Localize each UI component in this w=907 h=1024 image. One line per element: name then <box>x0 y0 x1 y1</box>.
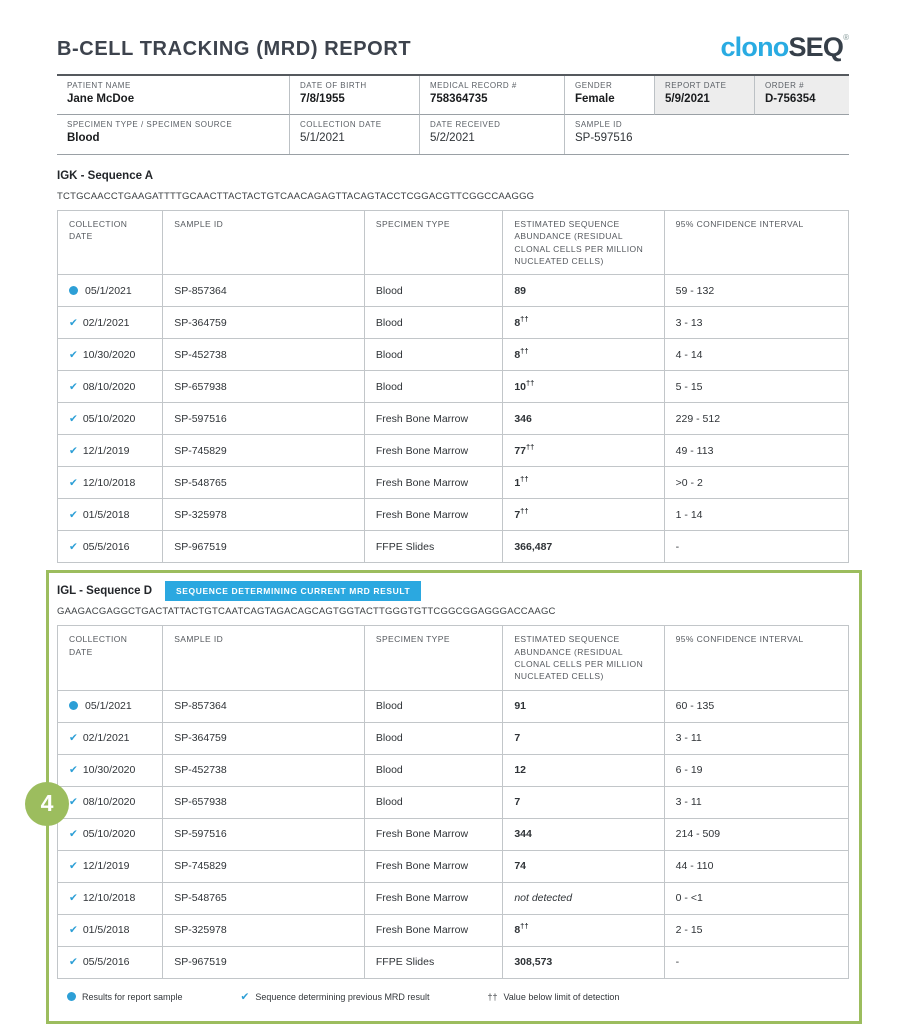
abundance-cell <box>503 946 664 978</box>
medical-record-cell <box>420 76 565 115</box>
table-row <box>58 882 849 914</box>
mrd-result-badge: SEQUENCE DETERMINING CURRENT MRD RESULT <box>165 581 421 601</box>
specimen-type-cell: Fresh Bone Marrow <box>364 435 502 467</box>
col-header-abundance: ESTIMATED SEQUENCE ABUNDANCE (RESIDUAL CLONAL CELLS PER MILLION NUCLEATED CELLS) <box>503 626 664 690</box>
collection-date-text: 12/10/2018 <box>82 892 136 904</box>
table-row <box>58 722 849 754</box>
col-header-specimen-type: SPECIMEN TYPE <box>364 211 502 275</box>
abundance-cell <box>503 339 664 371</box>
legend-text: Value below limit of detection <box>503 991 620 1002</box>
table-row <box>58 403 849 435</box>
abundance-cell <box>503 786 664 818</box>
gender-value: Female <box>575 93 615 105</box>
abundance-cell <box>503 403 664 435</box>
double-dagger-icon: †† <box>520 314 529 324</box>
confidence-interval-cell: 3 - 11 <box>664 786 848 818</box>
logo-part-seq: SEQ <box>788 32 844 62</box>
order-number-cell <box>755 76 849 115</box>
table-row <box>58 467 849 499</box>
sample-id-cell: SP-325978 <box>163 499 365 531</box>
specimen-type-value: Blood <box>67 132 100 144</box>
confidence-interval-cell: 229 - 512 <box>664 403 848 435</box>
confidence-interval-cell: 6 - 19 <box>664 754 848 786</box>
collection-date-value: 5/1/2021 <box>300 132 345 144</box>
legend-item-previous-result <box>241 991 430 1003</box>
previous-result-check-icon: ✔ <box>69 796 78 808</box>
collection-date-text: 05/1/2021 <box>85 700 132 712</box>
collection-date-text: 10/30/2020 <box>82 764 136 776</box>
abundance-value: 308,573 <box>514 956 553 968</box>
specimen-type-cell: Blood <box>364 722 502 754</box>
section-title-row <box>57 166 849 186</box>
abundance-cell <box>503 275 664 307</box>
previous-result-check-icon: ✔ <box>69 444 78 457</box>
collection-date-text: 02/1/2021 <box>82 316 130 329</box>
confidence-interval-cell: 60 - 135 <box>664 690 848 722</box>
date-of-birth-cell <box>290 76 420 115</box>
table-row <box>58 786 849 818</box>
legend-item-below-limit <box>487 992 619 1002</box>
col-header-sample-id: SAMPLE ID <box>163 626 365 690</box>
page-title: B-CELL TRACKING (MRD) REPORT <box>57 38 412 60</box>
sample-id-cell: SP-548765 <box>163 467 365 499</box>
collection-date-text: 05/5/2016 <box>82 540 130 553</box>
confidence-interval-cell: 3 - 13 <box>664 307 848 339</box>
confidence-interval-cell: - <box>664 946 848 978</box>
double-dagger-icon: †† <box>526 442 535 452</box>
previous-result-check-icon: ✔ <box>69 764 78 776</box>
specimen-type-cell: Blood <box>364 371 502 403</box>
specimen-type-cell: FFPE Slides <box>364 531 502 563</box>
table-row <box>58 946 849 978</box>
previous-result-check-icon: ✔ <box>69 380 78 393</box>
abundance-value: 7 <box>514 796 521 808</box>
previous-result-check-icon: ✔ <box>69 508 78 521</box>
collection-date-text: 10/30/2020 <box>82 348 136 361</box>
collection-date-text: 12/10/2018 <box>82 476 136 489</box>
previous-result-check-icon: ✔ <box>69 892 78 904</box>
patient-name-value: Jane McDoe <box>67 93 135 105</box>
abundance-value: 8 <box>514 924 521 936</box>
abundance-value: 12 <box>514 764 526 776</box>
previous-result-check-icon: ✔ <box>69 540 78 553</box>
table-header <box>58 211 849 275</box>
col-header-confidence-interval: 95% CONFIDENCE INTERVAL <box>664 626 848 690</box>
abundance-value: 77 <box>514 444 526 457</box>
collection-date-text: 05/1/2021 <box>85 284 132 297</box>
collection-date-cell <box>290 115 420 154</box>
sample-id-cell: SP-657938 <box>163 786 365 818</box>
table-row <box>58 339 849 371</box>
collection-date-cell <box>58 914 163 946</box>
section-igk-sequence-a <box>57 166 849 563</box>
table-body <box>58 690 849 978</box>
collection-date-cell <box>58 690 163 722</box>
collection-date-text: 08/10/2020 <box>82 796 136 808</box>
abundance-cell <box>503 531 664 563</box>
collection-date-cell <box>58 499 163 531</box>
sample-id-cell: SP-452738 <box>163 754 365 786</box>
sample-id-cell: SP-857364 <box>163 275 365 307</box>
sample-id-cell: SP-967519 <box>163 946 365 978</box>
collection-date-cell <box>58 275 163 307</box>
col-header-collection-date: COLLECTION DATE <box>58 626 163 690</box>
collection-date-label: COLLECTION DATE <box>300 120 382 129</box>
abundance-cell <box>503 850 664 882</box>
previous-result-check-icon: ✔ <box>69 956 78 968</box>
abundance-cell <box>503 754 664 786</box>
collection-date-cell <box>58 467 163 499</box>
collection-date-cell <box>58 722 163 754</box>
collection-date-text: 08/10/2020 <box>82 380 136 393</box>
confidence-interval-cell: 59 - 132 <box>664 275 848 307</box>
collection-date-cell <box>58 754 163 786</box>
collection-date-cell <box>58 371 163 403</box>
section-igl-sequence-d <box>57 581 849 978</box>
collection-date-cell <box>58 786 163 818</box>
table-row <box>58 818 849 850</box>
confidence-interval-cell: 214 - 509 <box>664 818 848 850</box>
abundance-cell <box>503 435 664 467</box>
collection-date-text: 01/5/2018 <box>82 924 130 936</box>
specimen-type-cell <box>57 115 290 154</box>
table-row <box>58 371 849 403</box>
previous-result-check-icon: ✔ <box>69 860 78 872</box>
abundance-value: 7 <box>514 508 521 521</box>
abundance-value: 89 <box>514 284 526 297</box>
sample-id-cell: SP-745829 <box>163 850 365 882</box>
abundance-value: 8 <box>514 348 521 361</box>
sample-id-cell: SP-657938 <box>163 371 365 403</box>
patient-info-table <box>57 74 849 155</box>
collection-date-cell <box>58 850 163 882</box>
col-header-confidence-interval: 95% CONFIDENCE INTERVAL <box>664 211 848 275</box>
legend <box>67 991 849 1003</box>
abundance-cell <box>503 467 664 499</box>
abundance-value: 10 <box>514 380 526 393</box>
abundance-cell <box>503 499 664 531</box>
collection-date-text: 05/10/2020 <box>82 412 136 425</box>
table-row <box>58 914 849 946</box>
sample-id-cell: SP-967519 <box>163 531 365 563</box>
double-dagger-icon: †† <box>520 474 529 484</box>
collection-date-text: 01/5/2018 <box>82 508 130 521</box>
previous-result-check-icon: ✔ <box>69 316 78 329</box>
report-date-value: 5/9/2021 <box>665 93 710 105</box>
mrd-results-table-igk <box>57 210 849 563</box>
abundance-cell <box>503 882 664 914</box>
specimen-type-cell: Fresh Bone Marrow <box>364 818 502 850</box>
sample-id-cell <box>565 115 849 154</box>
patient-name-cell <box>57 76 290 115</box>
registered-mark: ® <box>843 33 849 42</box>
table-row <box>58 754 849 786</box>
collection-date-cell <box>58 531 163 563</box>
legend-text: Results for report sample <box>82 991 183 1002</box>
medical-record-value: 758364735 <box>430 93 488 105</box>
legend-text: Sequence determining previous MRD result <box>255 991 430 1002</box>
confidence-interval-cell: - <box>664 531 848 563</box>
double-dagger-icon: †† <box>520 921 529 931</box>
confidence-interval-cell: 3 - 11 <box>664 722 848 754</box>
logo-part-clono: clono <box>720 32 789 62</box>
date-received-label: DATE RECEIVED <box>430 120 501 129</box>
previous-result-check-icon: ✔ <box>69 348 78 361</box>
sample-id-cell: SP-364759 <box>163 722 365 754</box>
date-of-birth-label: DATE OF BIRTH <box>300 81 367 90</box>
specimen-type-label: SPECIMEN TYPE / SPECIMEN SOURCE <box>67 120 233 129</box>
collection-date-text: 05/10/2020 <box>82 828 136 840</box>
table-row <box>58 435 849 467</box>
dna-sequence: GAAGACGAGGCTGACTATTACTGTCAATCAGTAGACAGCAGTGGTACTTGGGTGTTCGGCGGAGGGACCAAGC <box>57 606 556 618</box>
gender-label: GENDER <box>575 81 613 90</box>
specimen-type-cell: Blood <box>364 275 502 307</box>
col-header-collection-date: COLLECTION DATE <box>58 211 163 275</box>
collection-date-cell <box>58 307 163 339</box>
table-header <box>58 626 849 690</box>
date-received-value: 5/2/2021 <box>430 132 475 144</box>
previous-result-check-icon: ✔ <box>69 476 78 489</box>
legend-item-report-sample <box>67 992 183 1002</box>
confidence-interval-cell: >0 - 2 <box>664 467 848 499</box>
previous-result-check-icon: ✔ <box>240 990 250 1003</box>
medical-record-label: MEDICAL RECORD # <box>430 81 517 90</box>
abundance-value: 1 <box>514 476 521 489</box>
table-row <box>58 690 849 722</box>
abundance-cell <box>503 690 664 722</box>
abundance-value: 344 <box>514 828 532 840</box>
collection-date-cell <box>58 882 163 914</box>
abundance-value: 7 <box>514 732 521 744</box>
sample-id-cell: SP-597516 <box>163 818 365 850</box>
col-header-sample-id: SAMPLE ID <box>163 211 365 275</box>
abundance-value: 91 <box>514 700 526 712</box>
collection-date-cell <box>58 435 163 467</box>
collection-date-text: 12/1/2019 <box>82 444 130 457</box>
sample-id-cell: SP-597516 <box>163 403 365 435</box>
previous-result-check-icon: ✔ <box>69 828 78 840</box>
double-dagger-icon: †† <box>526 378 535 388</box>
specimen-type-cell: Blood <box>364 754 502 786</box>
specimen-type-cell: Blood <box>364 339 502 371</box>
date-received-cell <box>420 115 565 154</box>
report-date-cell <box>655 76 755 115</box>
double-dagger-icon: †† <box>487 991 498 1002</box>
report-header <box>57 34 849 61</box>
table-row <box>58 307 849 339</box>
table-row <box>58 850 849 882</box>
collection-date-cell <box>58 403 163 435</box>
collection-date-cell <box>58 946 163 978</box>
col-header-specimen-type: SPECIMEN TYPE <box>364 626 502 690</box>
specimen-type-cell: Fresh Bone Marrow <box>364 499 502 531</box>
section-title: IGL - Sequence D <box>57 585 153 598</box>
confidence-interval-cell: 44 - 110 <box>664 850 848 882</box>
sample-id-value: SP-597516 <box>575 132 633 144</box>
section-title: IGK - Sequence A <box>57 170 154 182</box>
order-number-value: D-756354 <box>765 93 816 105</box>
confidence-interval-cell: 49 - 113 <box>664 435 848 467</box>
double-dagger-icon: †† <box>520 346 529 356</box>
previous-result-check-icon: ✔ <box>69 924 78 936</box>
mrd-results-table-igl <box>57 625 849 978</box>
abundance-value: 366,487 <box>514 540 553 553</box>
section-title-row <box>57 581 849 601</box>
abundance-value: 346 <box>514 412 532 425</box>
sample-id-cell: SP-364759 <box>163 307 365 339</box>
specimen-type-cell: FFPE Slides <box>364 946 502 978</box>
table-row <box>58 531 849 563</box>
table-body <box>58 275 849 563</box>
sample-id-cell: SP-325978 <box>163 914 365 946</box>
specimen-type-cell: Fresh Bone Marrow <box>364 914 502 946</box>
specimen-type-cell: Fresh Bone Marrow <box>364 882 502 914</box>
table-row <box>58 275 849 307</box>
clonoseq-logo <box>720 34 849 61</box>
report-date-label: REPORT DATE <box>665 81 727 90</box>
abundance-cell <box>503 722 664 754</box>
patient-name-label: PATIENT NAME <box>67 81 131 90</box>
collection-date-cell <box>58 339 163 371</box>
specimen-type-cell: Blood <box>364 307 502 339</box>
date-of-birth-value: 7/8/1955 <box>300 93 345 105</box>
sample-id-label: SAMPLE ID <box>575 120 623 129</box>
confidence-interval-cell: 4 - 14 <box>664 339 848 371</box>
double-dagger-icon: †† <box>520 506 529 516</box>
abundance-value: not detected <box>514 892 573 904</box>
abundance-cell <box>503 818 664 850</box>
specimen-type-cell: Fresh Bone Marrow <box>364 403 502 435</box>
collection-date-text: 02/1/2021 <box>82 732 130 744</box>
confidence-interval-cell: 5 - 15 <box>664 371 848 403</box>
gender-cell <box>565 76 655 115</box>
confidence-interval-cell: 2 - 15 <box>664 914 848 946</box>
report-sample-dot-icon <box>67 992 76 1001</box>
sample-id-cell: SP-452738 <box>163 339 365 371</box>
sample-id-cell: SP-548765 <box>163 882 365 914</box>
collection-date-text: 05/5/2016 <box>82 956 130 968</box>
annotation-number-badge: 4 <box>25 782 69 826</box>
abundance-value: 74 <box>514 860 526 872</box>
specimen-type-cell: Blood <box>364 786 502 818</box>
abundance-value: 8 <box>514 316 521 329</box>
table-row <box>58 499 849 531</box>
dna-sequence: TCTGCAACCTGAAGATTTTGCAACTTACTACTGTCAACAGAGTTACAGTACCTCGGACGTTCGGCCAAGGG <box>57 191 535 202</box>
annotation-highlight-box <box>40 570 862 1023</box>
confidence-interval-cell: 0 - <1 <box>664 882 848 914</box>
previous-result-check-icon: ✔ <box>69 732 78 744</box>
collection-date-cell <box>58 818 163 850</box>
abundance-cell <box>503 371 664 403</box>
specimen-type-cell: Fresh Bone Marrow <box>364 467 502 499</box>
specimen-type-cell: Blood <box>364 690 502 722</box>
col-header-abundance: ESTIMATED SEQUENCE ABUNDANCE (RESIDUAL CLONAL CELLS PER MILLION NUCLEATED CELLS) <box>503 211 664 275</box>
confidence-interval-cell: 1 - 14 <box>664 499 848 531</box>
abundance-cell <box>503 914 664 946</box>
previous-result-check-icon: ✔ <box>69 412 78 425</box>
collection-date-text: 12/1/2019 <box>82 860 130 872</box>
report-sample-dot-icon <box>69 286 78 295</box>
report-sample-dot-icon <box>69 701 78 710</box>
sample-id-cell: SP-745829 <box>163 435 365 467</box>
order-number-label: ORDER # <box>765 81 805 90</box>
specimen-type-cell: Fresh Bone Marrow <box>364 850 502 882</box>
sample-id-cell: SP-857364 <box>163 690 365 722</box>
abundance-cell <box>503 307 664 339</box>
